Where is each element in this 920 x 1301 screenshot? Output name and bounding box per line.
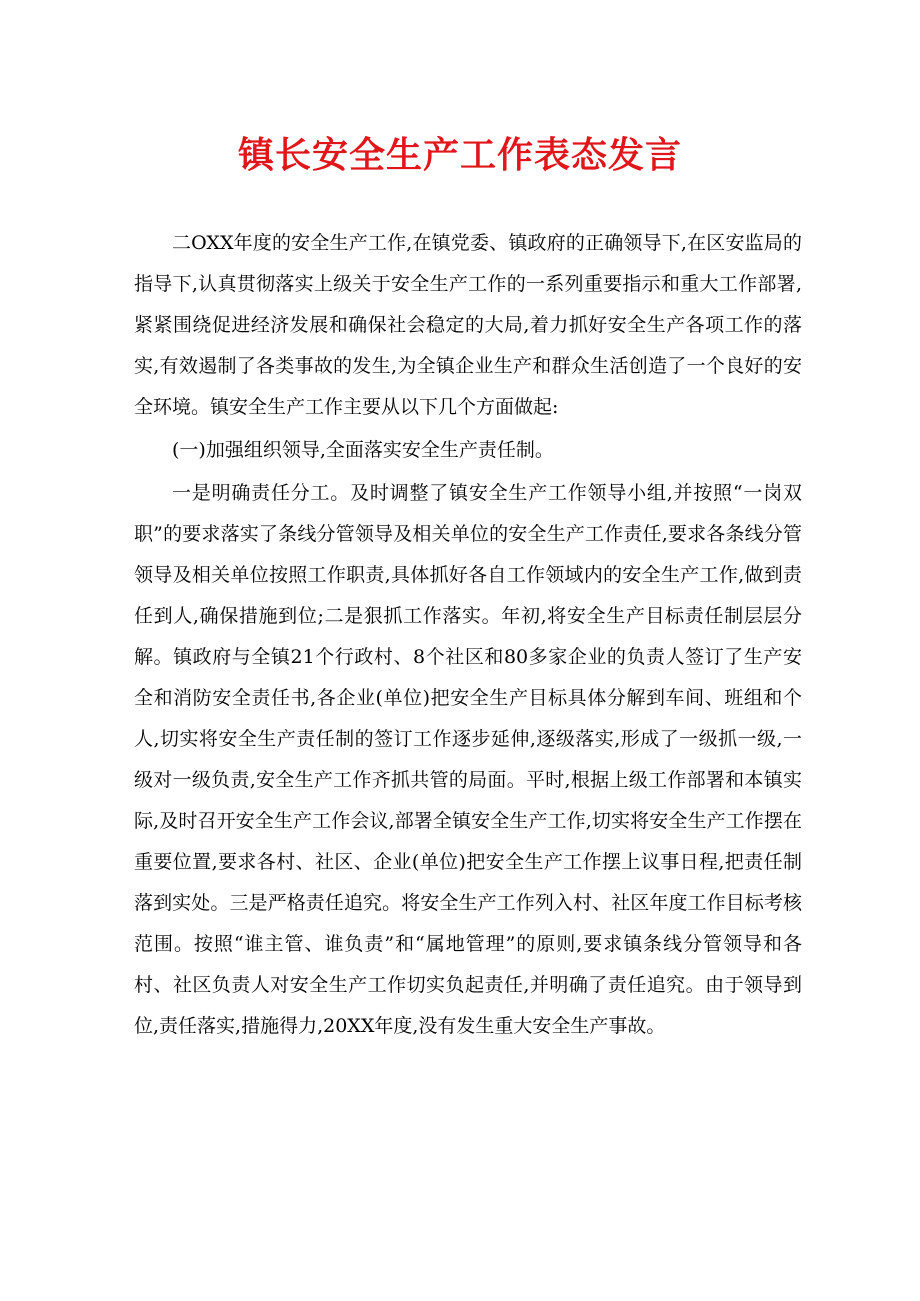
document-title: 镇长安全生产工作表态发言 xyxy=(237,135,682,176)
responsibility-paragraph: 一是明确责任分工。及时调整了镇安全生产工作领导小组,并按照“一岗双职”的要求落实了条线分管领导及相关单位的安全生产工作责任,要求各条线分管领导及相关单位按照工作职责,具体抓好各自工作领域内的安全生产工作,做到责任到人,确保措施到位;二是狠抓工作落实。年初,将安全生产目标责任制层层分解。镇政府与全镇21个行政村、8个社区和80多家企业的负责人签订了生产安全和消防安全责任书,各企业(单位)把安全生产目标具体分解到车间、班组和个人,切实将安全生产责任制的签订工作逐步延伸,逐级落实,形成了一级抓一级,一级对一级负责,安全生产工作齐抓共管的局面。平时,根据上级工作部署和本镇实际,及时召开安全生产工作会议,部署全镇安全生产工作,切实将安全生产工作摆在重要位置,要求各村、社区、企业(单位)把安全生产工作摆上议事日程,把责任制落到实处。三是严格责任追究。将安全生产工作列入村、社区年度工作目标考核范围。按照“谁主管、谁负责”和“属地管理”的原则,要求镇条线分管领导和各村、社区负责人对安全生产工作切实负起责任,并明确了责任追究。由于领导到位,责任落实,措施得力,20XX年度,没有发生重大安全生产事故。 xyxy=(134,482,802,1037)
intro-paragraph: 二OXX年度的安全生产工作,在镇党委、镇政府的正确领导下,在区安监局的指导下,认真贯彻落实上级关于安全生产工作的一系列重要指示和重大工作部署,紧紧围绕促进经济发展和确保社会稳定的大局,着力抓好安全生产各项工作的落实,有效遏制了各类事故的发生,为全镇企业生产和群众生活创造了一个良好的安全环境。镇安全生产工作主要从以下几个方面做起: xyxy=(134,232,802,418)
document-body xyxy=(134,223,802,1047)
section-heading: (一)加强组织领导,全面落实安全生产责任制。 xyxy=(172,439,554,461)
